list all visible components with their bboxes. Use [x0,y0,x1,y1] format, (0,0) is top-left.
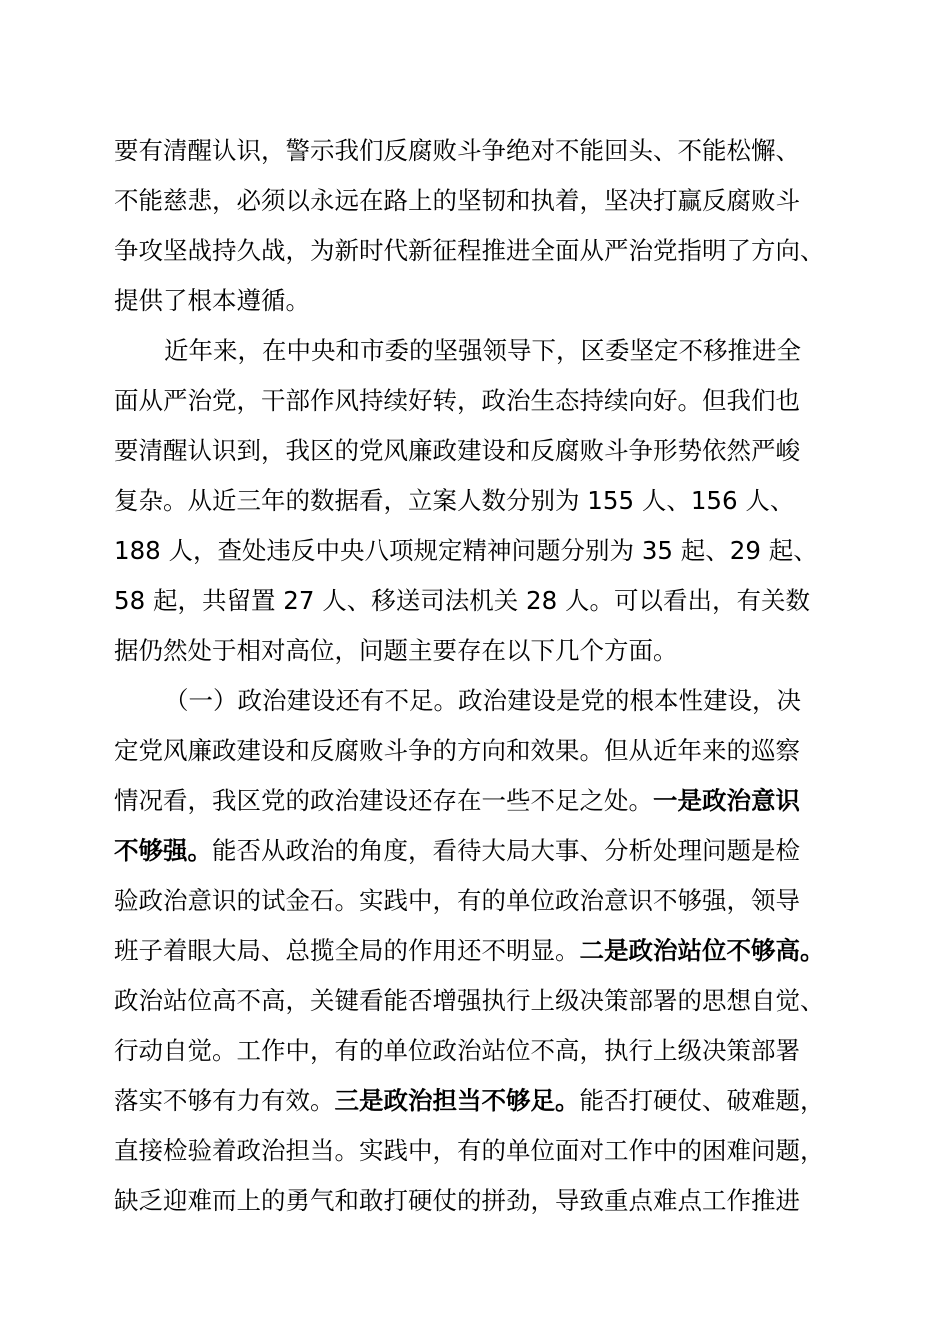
text-line: 落实不够有力有效。三是政治担当不够足。能否打硬仗、破难题， [114,1086,825,1115]
text-line: 要有清醒认识，警示我们反腐败斗争绝对不能回头、不能松懈、 [114,136,800,165]
text-line: 58 起，共留置 27 人、移送司法机关 28 人。可以看出，有关数 [114,586,810,615]
text-line: 行动自觉。工作中，有的单位政治站位不高，执行上级决策部署 [114,1036,800,1065]
text-line: 缺乏迎难而上的勇气和敢打硬仗的拼劲，导致重点难点工作推进 [114,1186,800,1215]
text-line: 据仍然处于相对高位，问题主要存在以下几个方面。 [114,636,678,665]
body-text [114,126,854,1226]
text-line: 188 人，查处违反中央八项规定精神问题分别为 35 起、29 起、 [114,536,818,565]
text-line: 验政治意识的试金石。实践中，有的单位政治意识不够强，领导 [114,886,800,915]
text-line: 情况看，我区党的政治建设还存在一些不足之处。一是政治意识 [114,786,800,815]
section-heading-line: （一）政治建设还有不足。政治建设是党的根本性建设，决 [164,686,801,715]
text-line: 争攻坚战持久战，为新时代新征程推进全面从严治党指明了方向、 [114,236,825,265]
bold-point: 一是政治意识 [653,786,800,815]
text-line: 直接检验着政治担当。实践中，有的单位面对工作中的困难问题， [114,1136,825,1165]
text-line: 复杂。从近三年的数据看，立案人数分别为 155 人、156 人、 [114,486,795,515]
text-line: 提供了根本遵循。 [114,286,310,315]
text-line: 不够强。能否从政治的角度，看待大局大事、分析处理问题是检 [114,836,800,865]
text-line: 不能慈悲，必须以永远在路上的坚韧和执着，坚决打赢反腐败斗 [114,186,800,215]
text-line: 要清醒认识到，我区的党风廉政建设和反腐败斗争形势依然严峻 [114,436,800,465]
text-line: 班子着眼大局、总揽全局的作用还不明显。二是政治站位不够高。 [114,936,825,965]
text-line: 政治站位高不高，关键看能否增强执行上级决策部署的思想自觉、 [114,986,825,1015]
bold-point: 三是政治担当不够足。 [334,1086,580,1115]
text-line: 面从严治党，干部作风持续好转，政治生态持续向好。但我们也 [114,386,800,415]
bold-point: 二是政治站位不够高。 [579,936,825,965]
bold-point: 不够强。 [114,836,212,865]
text-line: 定党风廉政建设和反腐败斗争的方向和效果。但从近年来的巡察 [114,736,800,765]
paragraph-start-line: 近年来，在中央和市委的坚强领导下，区委坚定不移推进全 [164,336,801,365]
